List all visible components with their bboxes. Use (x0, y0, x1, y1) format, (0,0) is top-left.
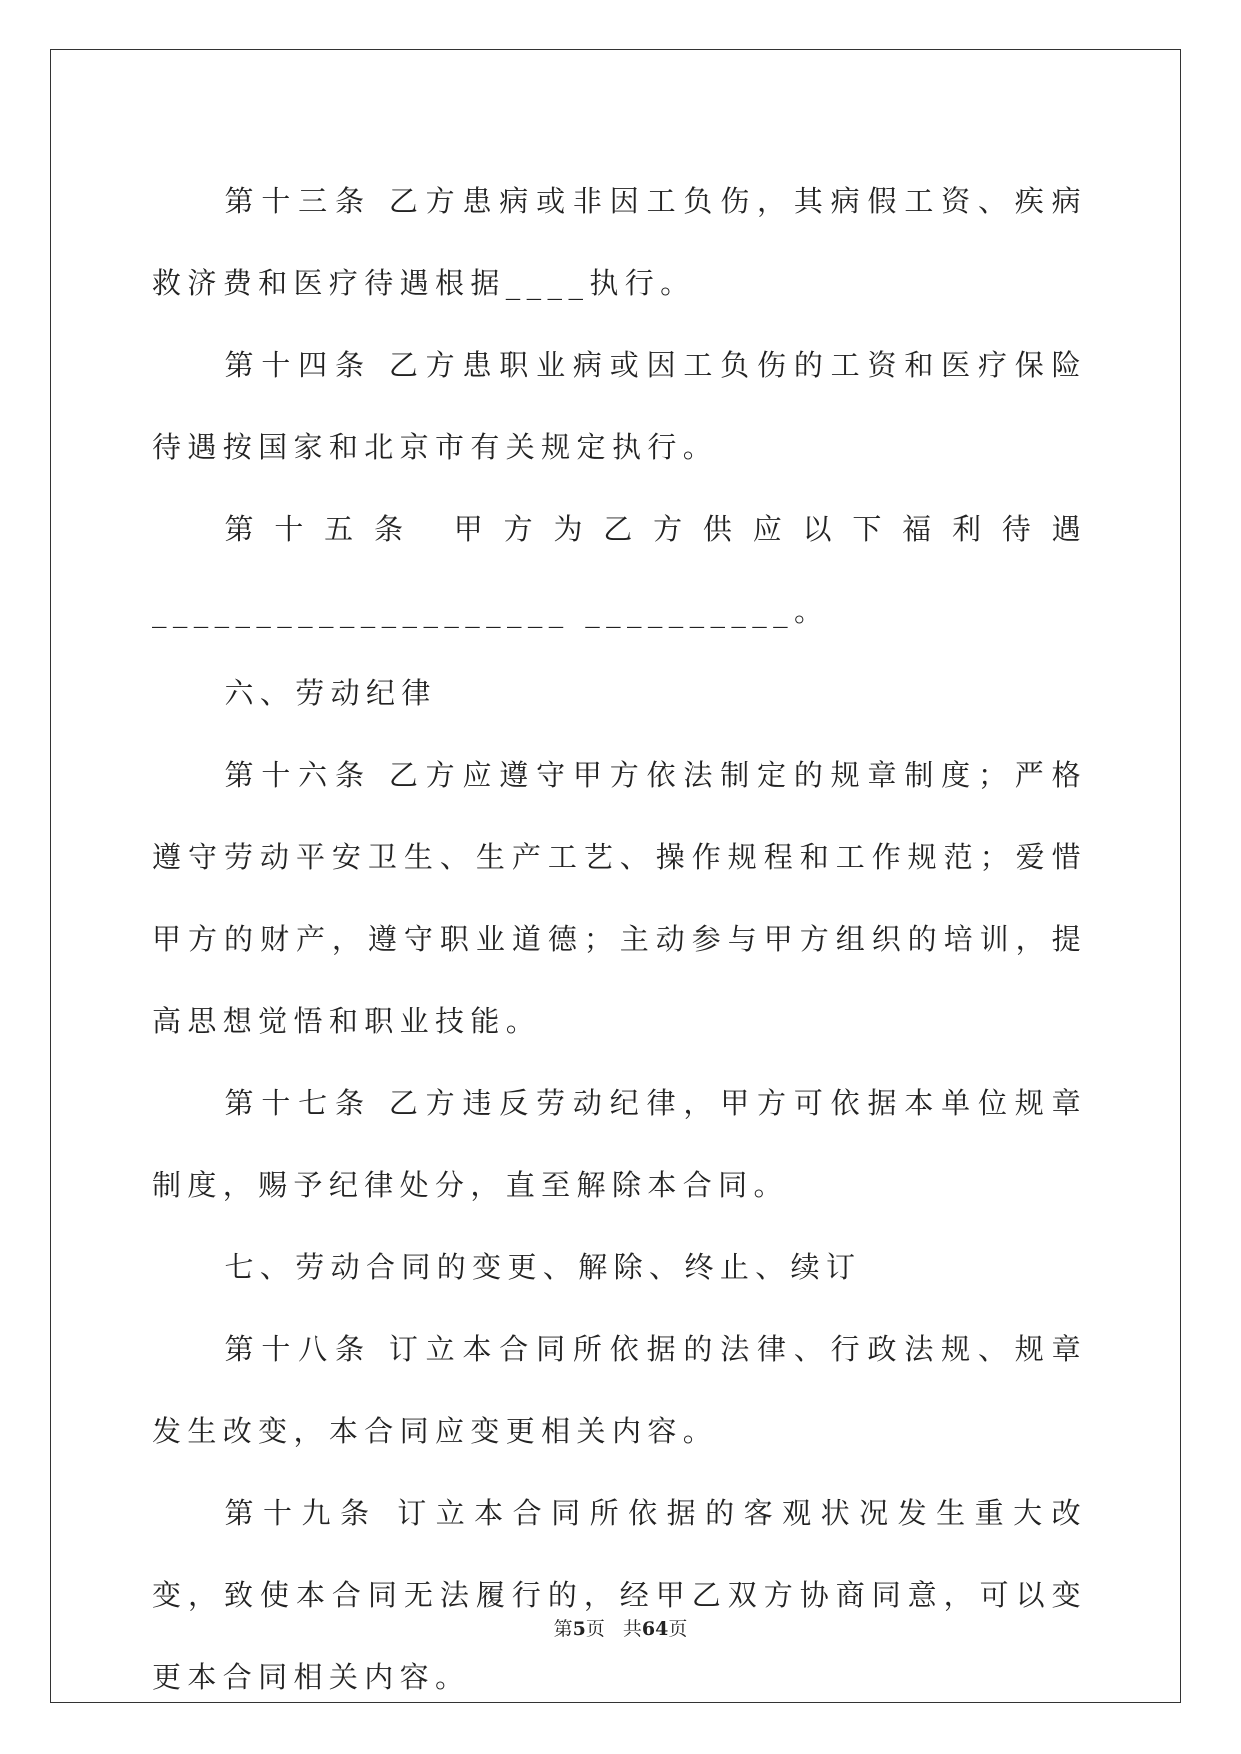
page-prefix: 第 (553, 1618, 573, 1640)
page-number: 5 (572, 1618, 586, 1640)
article-19: 第十九条 订立本合同所依据的客观状况发生重大改变，致使本合同无法履行的，经甲乙双方协商同意，可以变更本合同相关内容。 (152, 1496, 1087, 1694)
section-heading-contract-changes: 七、劳动合同的变更、解除、终止、续订 (224, 1250, 862, 1284)
total-pages: 64 (641, 1618, 669, 1640)
total-prefix: 共 (622, 1618, 642, 1640)
article-16: 第十六条 乙方应遵守甲方依法制定的规章制度；严格遵守劳动平安卫生、生产工艺、操作规程和工作规范；爱惜甲方的财产，遵守职业道德；主动参与甲方组织的培训，提高思想觉悟和职业技能。 (152, 758, 1087, 1038)
page-footer (0, 1614, 1241, 1641)
article-18: 第十八条 订立本合同所依据的法律、行政法规、规章发生改变，本合同应变更相关内容。 (152, 1332, 1087, 1448)
page-suffix: 页 (585, 1618, 605, 1640)
section-heading-labor-discipline: 六、劳动纪律 (224, 676, 437, 710)
article-15: 第十五条 甲方为乙方供应以下福利待遇____________________ __________。 (152, 512, 1087, 628)
article-17: 第十七条 乙方违反劳动纪律，甲方可依据本单位规章制度，赐予纪律处分，直至解除本合同。 (152, 1086, 1087, 1202)
article-14: 第十四条 乙方患职业病或因工负伤的工资和医疗保险待遇按国家和北京市有关规定执行。 (152, 348, 1087, 464)
article-13: 第十三条 乙方患病或非因工负伤，其病假工资、疾病救济费和医疗待遇根据____执行。 (152, 184, 1087, 300)
document-body (152, 160, 1087, 1718)
total-suffix: 页 (668, 1618, 688, 1640)
